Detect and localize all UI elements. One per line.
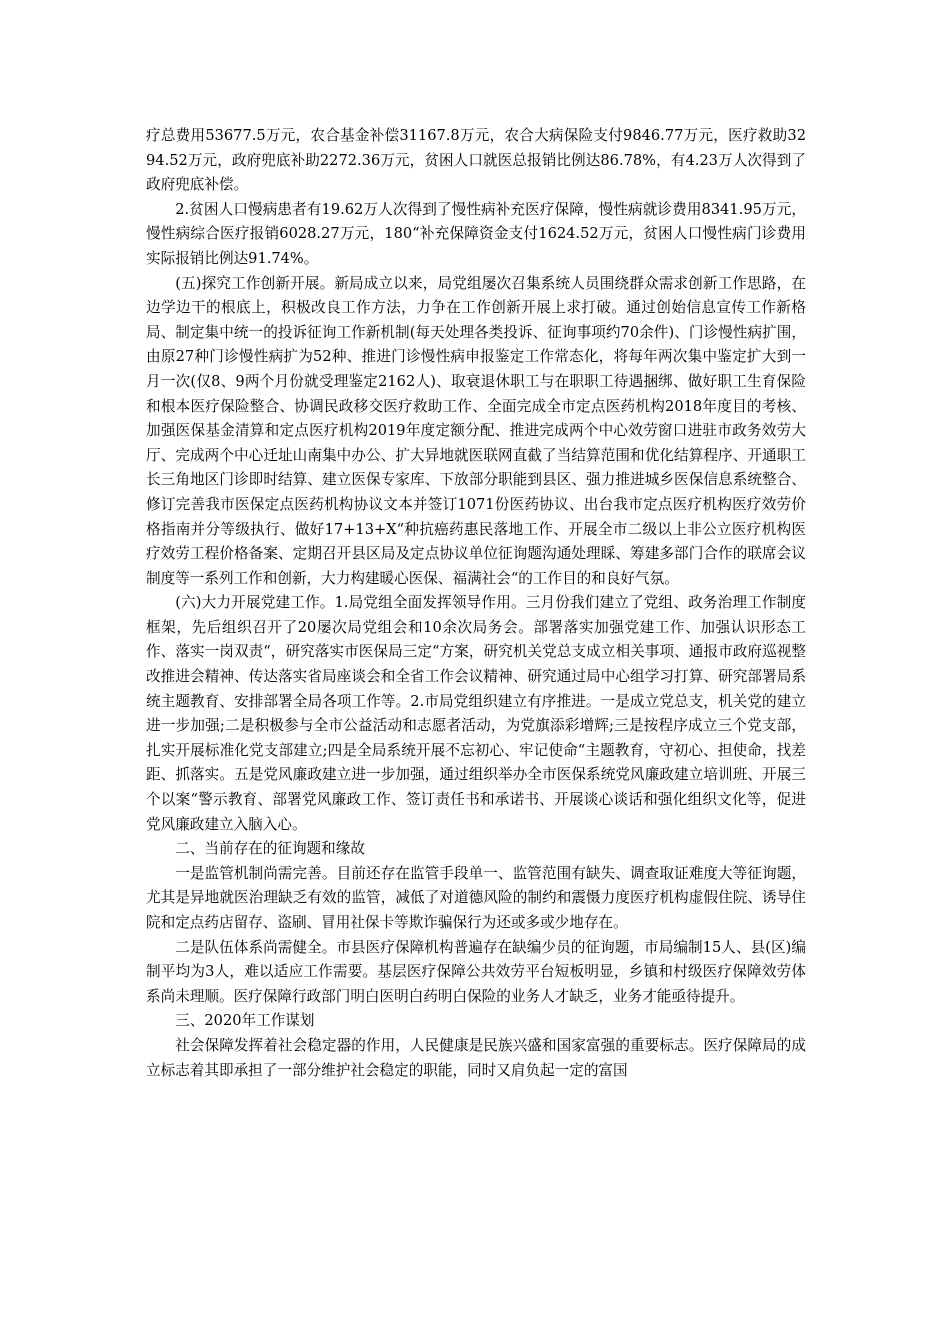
paragraph-supervision-mechanism: 一是监管机制尚需完善。目前还存在监管手段单一、监管范围有缺失、调查取证难度大等征询题，尤其是异地就医治理缺乏有效的监管，减低了对道德风险的制约和震慑力度医疗机构虚假住院、诱导住院和定点药店留存、盗刷、冒用社保卡等欺诈骗保行为还或多或少地存在。 — [146, 864, 806, 931]
paragraph-work-innovation: (五)探究工作创新开展。新局成立以来，局党组屡次召集系统人员围绕群众需求创新工作思路，在边学边干的根底上，积极改良工作方法，力争在工作创新开展上求打破。通过创始信息宣传工作新格局、制定集中统一的投诉征询工作新机制(每天处理各类投诉、征询事项约70余件)、门诊慢性病扩围，由原27种门诊慢性病扩为52种、推进门诊慢性病申报鉴定工作常态化，将每年两次集中鉴定扩大到一月一次(仅8、9两个月份就受理鉴定2162人)、取衰退休职工与在职职工待遇捆绑、做好职工生育保险和根本医疗保险整合、协调民政移交医疗救助工作、全面完成全市定点医药机构2018年度目的考核、加强医保基金清算和定点医疗机构2019年度定额分配、推进完成两个中心效劳窗口进驻市政务效劳大厅、完成两个中心迁址山南集中办公、扩大异地就医联网直截了当结算范围和优化结算程序、开通职工长三角地区门诊即时结算、建立医保专家库、下放部分职能到县区、强力推进城乡医保信息系统整合、修订完善我市医保定点医药机构协议文本并签订1071份医药协议、出台我市定点医疗机构医疗效劳价格指南并分等级执行、做好17+13+X“种抗癌药惠民落地工作、开展全市二级以上非公立医疗机构医疗效劳工程价格备案、定期召开县区局及定点协议单位征询题沟通处理睬、筹建多部门合作的联席会议制度等一系列工作和创新，大力构建暖心医保、福满社会“的工作目的和良好气氛。 — [146, 274, 806, 587]
paragraph-medical-cost-summary: 疗总费用53677.5万元，农合基金补偿31167.8万元，农合大病保险支付9846.77万元，医疗救助3294.52万元，政府兜底补助2272.36万元，贫困人口就医总报销比例达86.78%，有4.23万人次得到了政府兜底补偿。 — [146, 127, 806, 194]
document-body — [146, 124, 806, 1083]
section-heading-2020-plan: 三、2020年工作谋划 — [175, 1012, 315, 1030]
paragraph-chronic-disease-coverage: 2.贫困人口慢病患者有19.62万人次得到了慢性病补充医疗保障，慢性病就诊费用8341.95万元，慢性病综合医疗报销6028.27万元，180“补充保障资金支付1624.52万元，贫困人口慢性病门诊费用实际报销比例达91.74%。 — [146, 200, 806, 267]
paragraph-party-building: (六)大力开展党建工作。1.局党组全面发挥领导作用。三月份我们建立了党组、政务治理工作制度框架，先后组织召开了20屡次局党组会和10余次局务会。部署落实加强党建工作、加强认识形态工作、落实一岗双责“，研究落实市医保局三定“方案，研究机关党总支成立相关事项、通报市政府巡视整改推进会精神、传达落实省局座谈会和全省工作会议精神、研究通过局中心组学习打算、研究部署局系统主题教育、安排部署全局各项工作等。2.市局党组织建立有序推进。一是成立党总支，机关党的建立进一步加强;二是积极参与全市公益活动和志愿者活动，为党旗添彩增辉;三是按程序成立三个党支部，扎实开展标准化党支部建立;四是全局系统开展不忘初心、牢记使命“主题教育，守初心、担使命，找差距、抓落实。五是党风廉政建立进一步加强，通过组织举办全市医保系统党风廉政建立培训班、开展三个以案“警示教育、部署党风廉政工作、签订责任书和承诺书、开展谈心谈话和强化组织文化等，促进党风廉政建立入脑入心。 — [146, 594, 806, 833]
section-heading-problems: 二、当前存在的征询题和缘故 — [175, 840, 365, 858]
paragraph-social-security-role: 社会保障发挥着社会稳定器的作用，人民健康是民族兴盛和国家富强的重要标志。医疗保障局的成立标志着其即承担了一部分维护社会稳定的职能，同时又肩负起一定的富国 — [146, 1036, 806, 1079]
paragraph-team-system: 二是队伍体系尚需健全。市县医疗保障机构普遍存在缺编少员的征询题，市局编制15人、县(区)编制平均为3人，难以适应工作需要。基层医疗保障公共效劳平台短板明显，乡镇和村级医疗保障效劳体系尚未理顺。医疗保障行政部门明白医明白药明白保险的业务人才缺乏，业务才能亟待提升。 — [146, 938, 806, 1005]
